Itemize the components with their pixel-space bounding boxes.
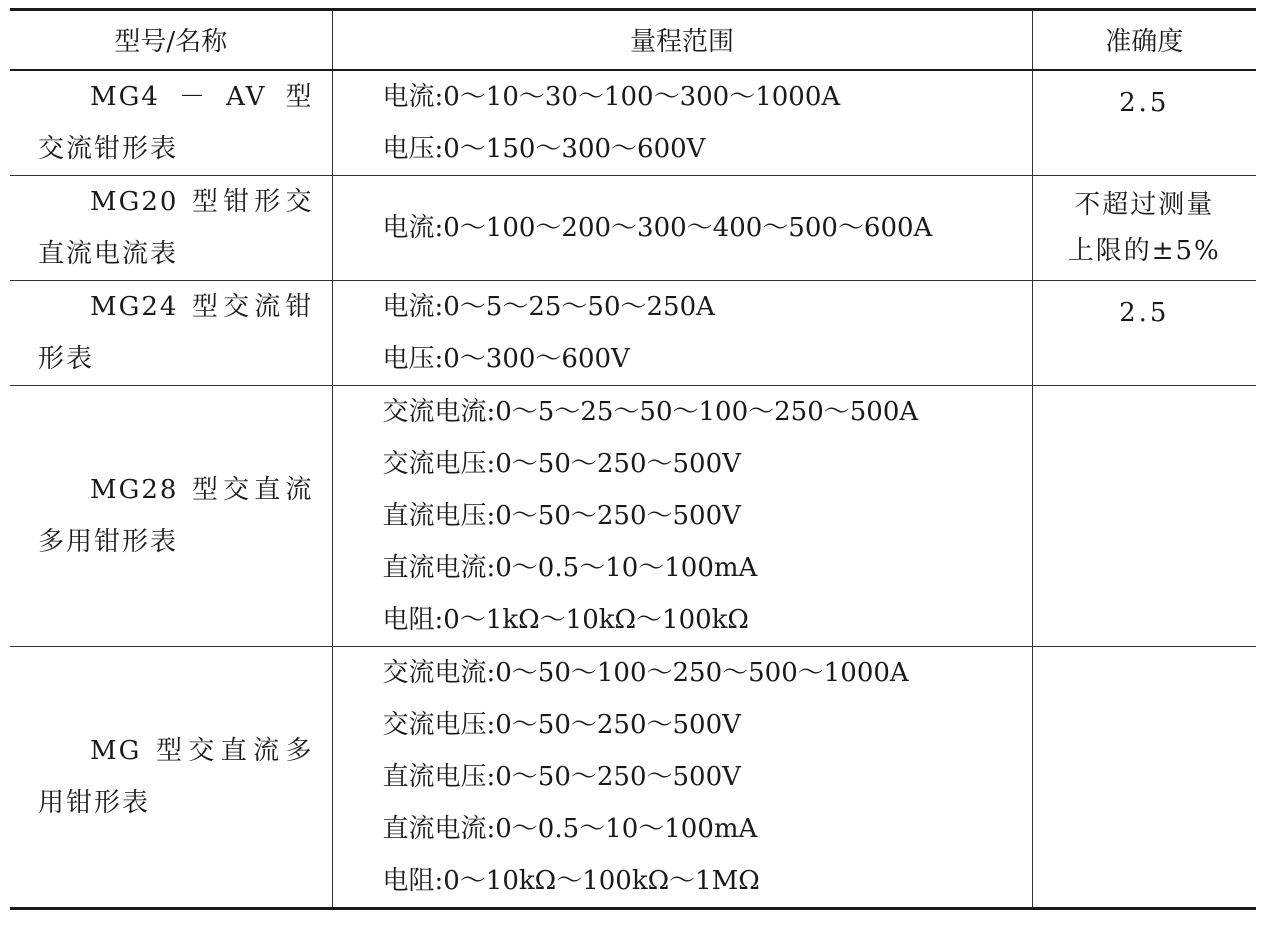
range-cell [332,646,1032,908]
model-name: MG 型交直流多用钳形表 [38,735,314,818]
accuracy-cell [1032,646,1256,908]
header-range: 量程范围 [332,10,1032,70]
model-name: MG20 型钳形交直流电流表 [38,186,314,269]
range-line: 电压:0～150～300～600V [382,133,706,164]
model-name-cell [10,70,332,176]
accuracy-cell [1032,70,1256,176]
range-line: 交流电流:0～50～100～250～500～1000A [382,657,909,688]
range-line: 电流:0～10～30～100～300～1000A [382,81,841,112]
accuracy-cell [1032,385,1256,646]
table-header-row [10,10,1256,70]
range-line: 电流:0～100～200～300～400～500～600A [382,212,933,243]
range-cell [332,280,1032,385]
range-line: 电阻:0～1kΩ～10kΩ～100kΩ [382,604,749,635]
range-line: 交流电压:0～50～250～500V [382,709,741,740]
range-line: 交流电压:0～50～250～500V [382,448,741,479]
range-line: 直流电流:0～0.5～10～100mA [382,552,758,583]
accuracy-value: 不超过测量上限的±5% [1067,189,1221,266]
table-row [10,70,1256,176]
range-line: 交流电流:0～5～25～50～100～250～500A [382,396,919,427]
model-name: MG4 － AV 型交流钳形表 [38,81,314,164]
table-row [10,646,1256,908]
model-name-cell [10,385,332,646]
range-line: 电阻:0～10kΩ～100kΩ～1MΩ [382,865,760,896]
accuracy-cell [1032,280,1256,385]
range-line: 直流电流:0～0.5～10～100mA [382,813,758,844]
range-line: 电流:0～5～25～50～250A [382,291,715,322]
range-cell [332,70,1032,176]
model-name: MG28 型交直流多用钳形表 [38,474,314,557]
model-name-cell [10,175,332,280]
table-row [10,280,1256,385]
range-cell [332,175,1032,280]
header-model-name: 型号/名称 [10,10,332,70]
range-line: 直流电压:0～50～250～500V [382,761,741,792]
range-cell [332,385,1032,646]
range-line: 电压:0～300～600V [382,343,630,374]
header-accuracy: 准确度 [1032,10,1256,70]
accuracy-cell [1032,175,1256,280]
table-row [10,385,1256,646]
model-name: MG24 型交流钳形表 [38,291,314,374]
model-name-cell [10,646,332,908]
accuracy-value: 2.5 [1119,297,1170,328]
model-name-cell [10,280,332,385]
range-line: 直流电压:0～50～250～500V [382,500,741,531]
accuracy-value: 2.5 [1119,87,1170,118]
table-row [10,175,1256,280]
clamp-meter-spec-table [10,8,1256,910]
